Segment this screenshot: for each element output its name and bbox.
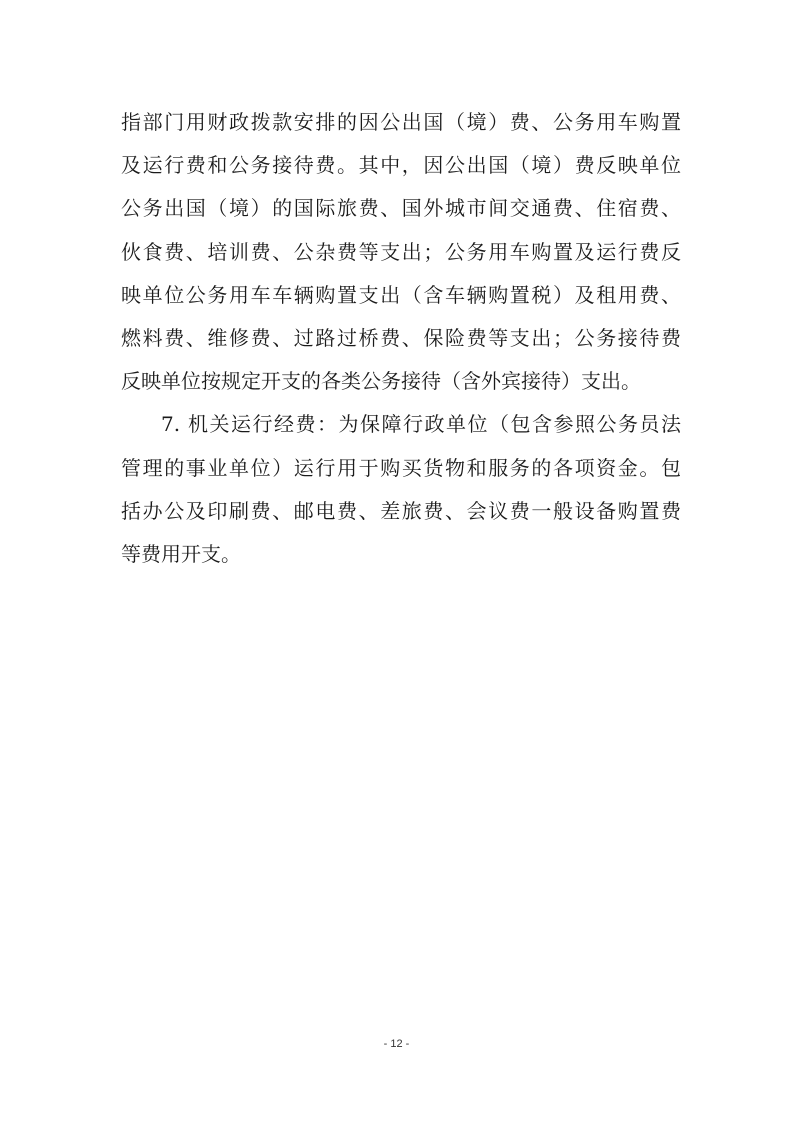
page-number: - 12 - [383,1038,410,1050]
paragraph-official-expenses [121,101,681,403]
text-line: 及运行费和公务接待费。其中，因公出国（境）费反映单位 [121,153,681,178]
text-line: 括办公及印刷费、邮电费、差旅费、会议费一般设备购置费 [121,498,681,523]
text-line: 7. 机关运行经费：为保障行政单位（包含参照公务员法 [161,412,681,437]
body-text [121,101,681,576]
text-line: 映单位公务用车车辆购置支出（含车辆购置税）及租用费、 [121,282,681,307]
paragraph-operating-expenses [121,403,681,576]
text-line: 燃料费、维修费、过路过桥费、保险费等支出；公务接待费 [121,325,681,350]
text-line: 反映单位按规定开支的各类公务接待（含外宾接待）支出。 [121,369,641,394]
text-line: 伙食费、培训费、公杂费等支出；公务用车购置及运行费反 [121,239,681,264]
text-line: 公务出国（境）的国际旅费、国外城市间交通费、住宿费、 [121,196,681,221]
text-line: 指部门用财政拨款安排的因公出国（境）费、公务用车购置 [121,110,681,134]
text-line: 管理的事业单位）运行用于购买货物和服务的各项资金。包 [121,455,681,480]
text-line: 等费用开支。 [121,541,241,566]
